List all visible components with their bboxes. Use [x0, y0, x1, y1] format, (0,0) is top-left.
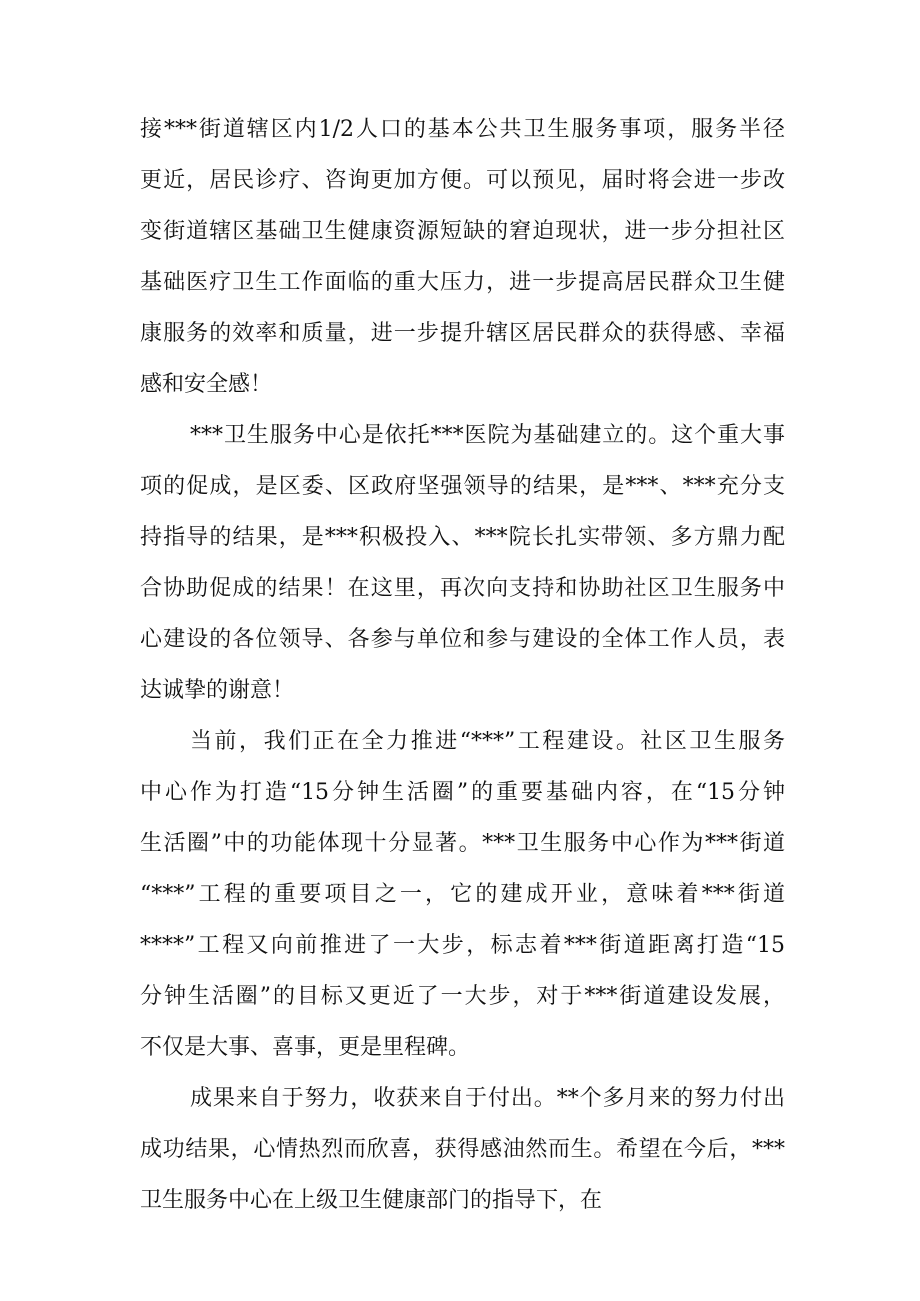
text-line: “***”工程的重要项目之一，它的建成开业，意味着***街道 [140, 882, 785, 907]
text-line: 项的促成，是区委、区政府坚强领导的结果，是***、***充分支 [140, 474, 785, 499]
text-line: 卫生服务中心在上级卫生健康部门的指导下，在 [140, 1188, 603, 1213]
text-line: 中心作为打造“15分钟生活圈”的重要基础内容，在“15分钟 [140, 780, 785, 805]
text-line: 基础医疗卫生工作面临的重大压力，进一步提高居民群众卫生健 [140, 270, 785, 295]
text-line: 不仅是大事、喜事，更是里程碑。 [140, 1035, 471, 1060]
text-line: 变街道辖区基础卫生健康资源短缺的窘迫现状，进一步分担社区 [140, 219, 785, 244]
text-line: 合协助促成的结果！在这里，再次向支持和协助社区卫生服务中 [140, 576, 785, 601]
text-line: 分钟生活圈”的目标又更近了一大步，对于***街道建设发展， [140, 984, 785, 1009]
text-line: 感和安全感！ [140, 372, 273, 397]
text-line: 更近，居民诊疗、咨询更加方便。可以预见，届时将会进一步改 [140, 168, 785, 193]
text-line: ****”工程又向前推进了一大步，标志着***街道距离打造“15 [140, 933, 785, 958]
text-line: 生活圈”中的功能体现十分显著。***卫生服务中心作为***街道 [140, 831, 785, 856]
text-line: 达诚挚的谢意！ [140, 678, 295, 703]
text-line: 成功结果，心情热烈而欣喜，获得感油然而生。希望在今后，*** [140, 1137, 785, 1162]
text-line: 持指导的结果，是***积极投入、***院长扎实带领、多方鼎力配 [140, 525, 785, 550]
text-line: 当前，我们正在全力推进“***”工程建设。社区卫生服务 [190, 729, 785, 754]
text-line: ***卫生服务中心是依托***医院为基础建立的。这个重大事 [190, 423, 785, 448]
text-line: 康服务的效率和质量，进一步提升辖区居民群众的获得感、幸福 [140, 321, 785, 346]
text-line: 成果来自于努力，收获来自于付出。**个多月来的努力付出 [190, 1086, 785, 1111]
text-line: 接***街道辖区内1/2人口的基本公共卫生服务事项，服务半径 [140, 117, 785, 142]
text-line: 心建设的各位领导、各参与单位和参与建设的全体工作人员，表 [140, 627, 785, 652]
